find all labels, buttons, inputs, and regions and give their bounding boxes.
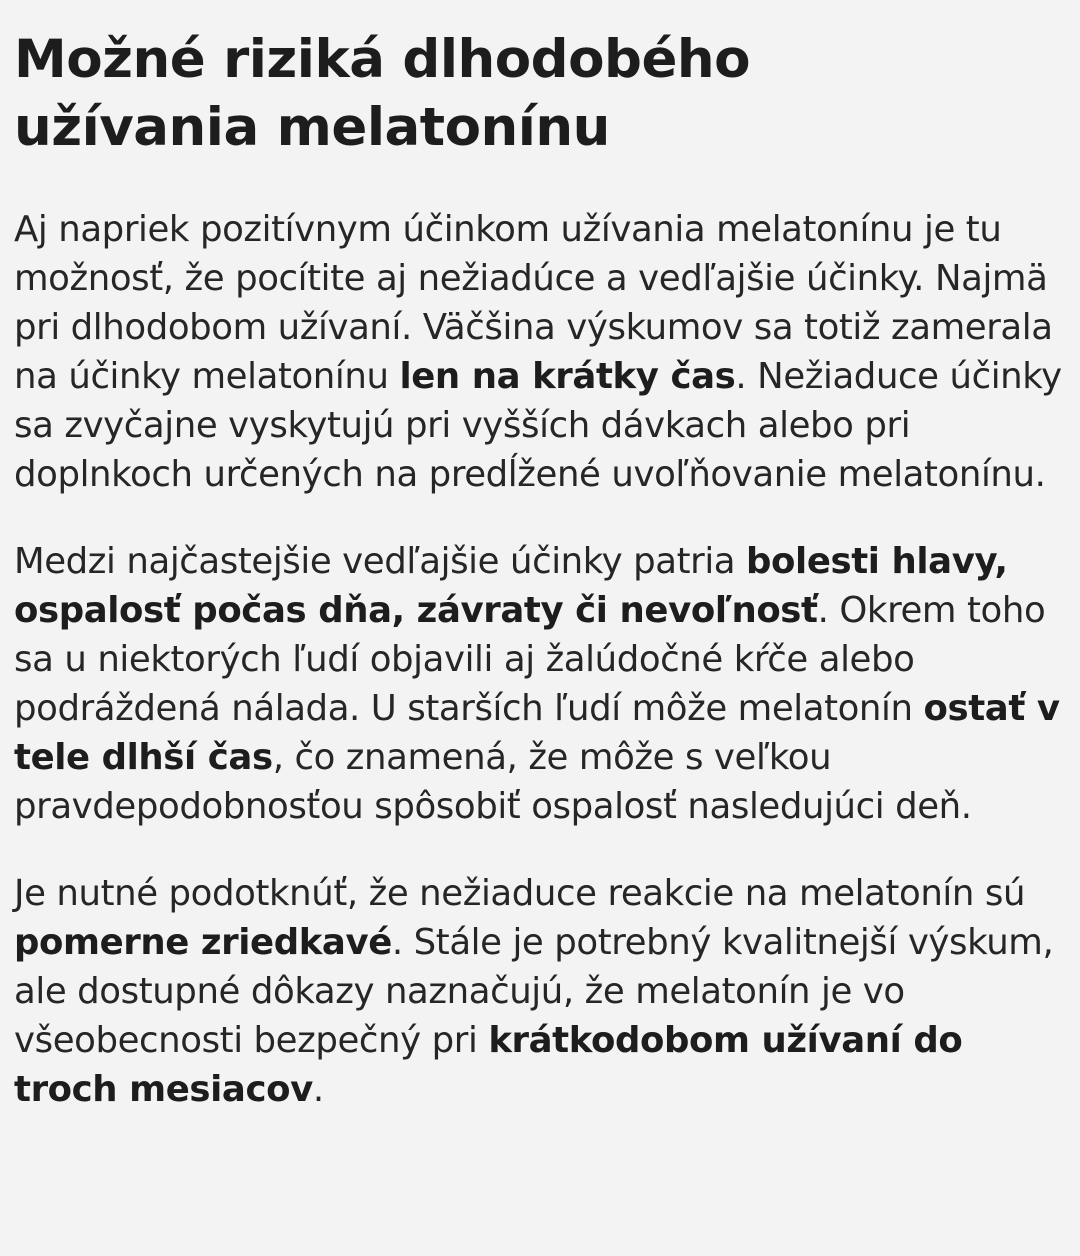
article-title bbox=[14, 26, 1070, 162]
paragraph-2 bbox=[14, 537, 1070, 831]
paragraph-3-text-b: . Stále je potrebný kvalitnejší výskum, ale dostupné dôkazy naznačujú, že melatonín je vo všeobecnosti bezpečný pri bbox=[14, 922, 1054, 1061]
paragraph-1-text-a: Aj napriek pozitívnym účinkom užívania melatonínu je tu možnosť, že pocítite aj nežiadúce a vedľajšie účinky. Najmä pri dlhodobom užívaní. Väčšina výskumov sa totiž zamerala na účinky melatonínu bbox=[14, 209, 1053, 397]
paragraph-1-bold-a: len na krátky čas bbox=[399, 356, 736, 397]
title-line-1: Možné riziká dlhodobého bbox=[14, 29, 751, 90]
paragraph-3-bold-a: pomerne zriedkavé bbox=[14, 922, 392, 963]
paragraph-3-text-a: Je nutné podotknúť, že nežiaduce reakcie na melatonín sú bbox=[14, 873, 1026, 914]
paragraph-2-text-a: Medzi najčastejšie vedľajšie účinky patria bbox=[14, 541, 747, 582]
paragraph-3-bold-b: krátkodobom užívaní do troch mesiacov bbox=[14, 1020, 963, 1110]
paragraph-2-bold-b: ostať v tele dlhší čas bbox=[14, 688, 1060, 778]
paragraph-2-bold-a: bolesti hlavy, ospalosť počas dňa, závraty či nevoľnosť bbox=[14, 541, 1008, 631]
paragraph-1-text-b: . Nežiaduce účinky sa zvyčajne vyskytujú pri vyšších dávkach alebo pri doplnkoch určených na predĺžené uvoľňovanie melatonínu. bbox=[14, 356, 1062, 495]
paragraph-3 bbox=[14, 869, 1070, 1114]
paragraph-3-text-c: . bbox=[312, 1069, 324, 1110]
paragraph-1 bbox=[14, 205, 1070, 499]
paragraph-2-text-c: , čo znamená, že môže s veľkou pravdepodobnosťou spôsobiť ospalosť nasledujúci deň. bbox=[14, 737, 972, 827]
article bbox=[14, 26, 1070, 1152]
title-line-2: užívania melatonínu bbox=[14, 97, 610, 158]
paragraph-2-text-b: . Okrem toho sa u niektorých ľudí objavili aj žalúdočné kŕče alebo podráždená nálada. U starších ľudí môže melatonín bbox=[14, 590, 1046, 729]
